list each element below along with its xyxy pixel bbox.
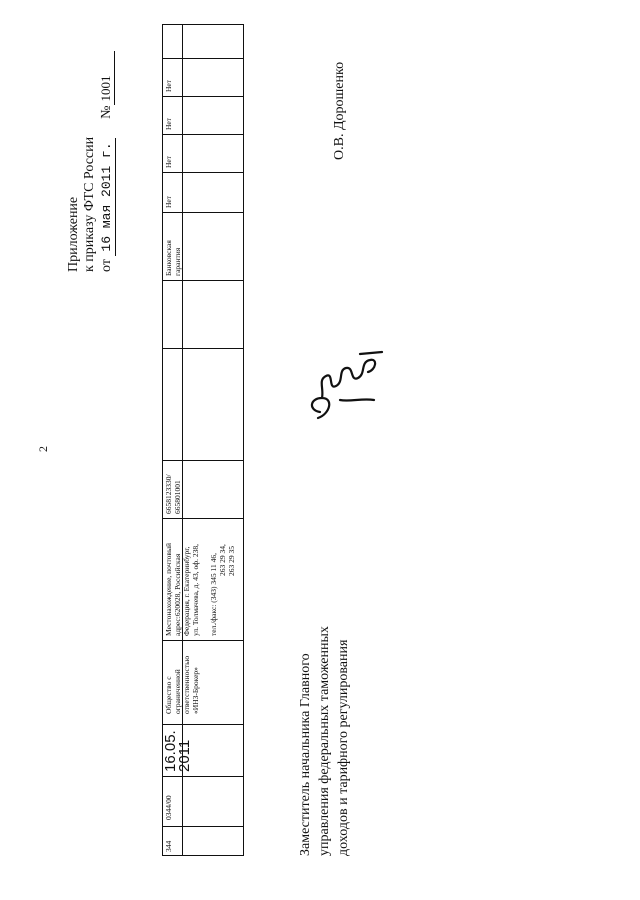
page-number: 2 bbox=[36, 446, 50, 452]
address-line: ул. Толмачева, д. 43, оф. 238, bbox=[191, 544, 200, 636]
company-name-line: «ИНЗ-Брокер» bbox=[191, 667, 200, 714]
cell-date bbox=[164, 730, 192, 772]
table-divider bbox=[162, 640, 244, 641]
table-divider bbox=[162, 518, 244, 519]
number-label: № bbox=[99, 105, 114, 119]
cell-flag-4: Нет bbox=[164, 79, 173, 92]
table-divider bbox=[162, 724, 244, 725]
table-divider bbox=[162, 134, 244, 135]
registry-table bbox=[162, 24, 244, 856]
signatory-position bbox=[296, 626, 353, 856]
cell-guarantee bbox=[164, 240, 182, 276]
cell-flag-3: Нет bbox=[164, 117, 173, 130]
appendix-header bbox=[66, 51, 116, 272]
address-line bbox=[200, 543, 209, 636]
address-line: адрес:620028, Российская bbox=[173, 553, 182, 636]
position-line: Заместитель начальника Главного bbox=[298, 653, 313, 856]
address-line: Федерация, г. Екатеринбург, bbox=[182, 546, 191, 636]
date-prefix: от bbox=[99, 259, 114, 272]
table-divider bbox=[162, 776, 244, 777]
table-divider bbox=[162, 58, 244, 59]
order-date: 16 мая 2011 г. bbox=[99, 138, 116, 255]
order-number: 1001 bbox=[98, 51, 115, 105]
table-divider bbox=[162, 348, 244, 349]
table-divider bbox=[162, 172, 244, 173]
cell-company-name bbox=[164, 656, 200, 714]
company-name-line: Общество с bbox=[164, 676, 173, 714]
address-line: 263 29 34, bbox=[218, 544, 227, 576]
address-line: Местонахождение, почтовый bbox=[164, 542, 173, 636]
cell-flag-2: Нет bbox=[164, 155, 173, 168]
company-name-line: ответственностью bbox=[182, 655, 191, 714]
cell-date-day: 16.05. bbox=[162, 730, 179, 772]
guarantee-line: Банковская bbox=[164, 240, 173, 276]
cell-address bbox=[164, 543, 236, 636]
cell-flag-1: Нет bbox=[164, 195, 173, 208]
position-line: управления федеральных таможенных bbox=[317, 626, 332, 856]
cell-date-year: 2011 bbox=[176, 739, 193, 772]
table-divider bbox=[162, 460, 244, 461]
appendix-order-ref: к приказу ФТС России bbox=[82, 136, 97, 272]
table-divider bbox=[162, 826, 244, 827]
cell-inn-kpp bbox=[164, 474, 182, 514]
cell-code: 0344/00 bbox=[164, 795, 173, 820]
inn-line: 6658123330/ bbox=[164, 474, 173, 514]
appendix-title: Приложение bbox=[66, 196, 81, 272]
guarantee-line: гарантия bbox=[173, 247, 182, 276]
signatory-name: О.В. Дорошенко bbox=[332, 61, 347, 160]
position-line: доходов и тарифного регулирования bbox=[336, 639, 351, 856]
table-divider bbox=[162, 212, 244, 213]
table-divider bbox=[162, 280, 244, 281]
address-line: тел./факс: (343) 345 11 46, bbox=[209, 553, 218, 636]
appendix-date-line bbox=[98, 51, 116, 272]
handwritten-signature bbox=[300, 340, 390, 430]
cell-index: 344 bbox=[164, 840, 173, 852]
company-name-line: ограниченной bbox=[173, 669, 182, 714]
order-number-block bbox=[98, 51, 115, 118]
address-line: 263 29 35 bbox=[227, 546, 236, 576]
kpp-line: 665801001 bbox=[173, 480, 182, 514]
table-divider bbox=[162, 96, 244, 97]
